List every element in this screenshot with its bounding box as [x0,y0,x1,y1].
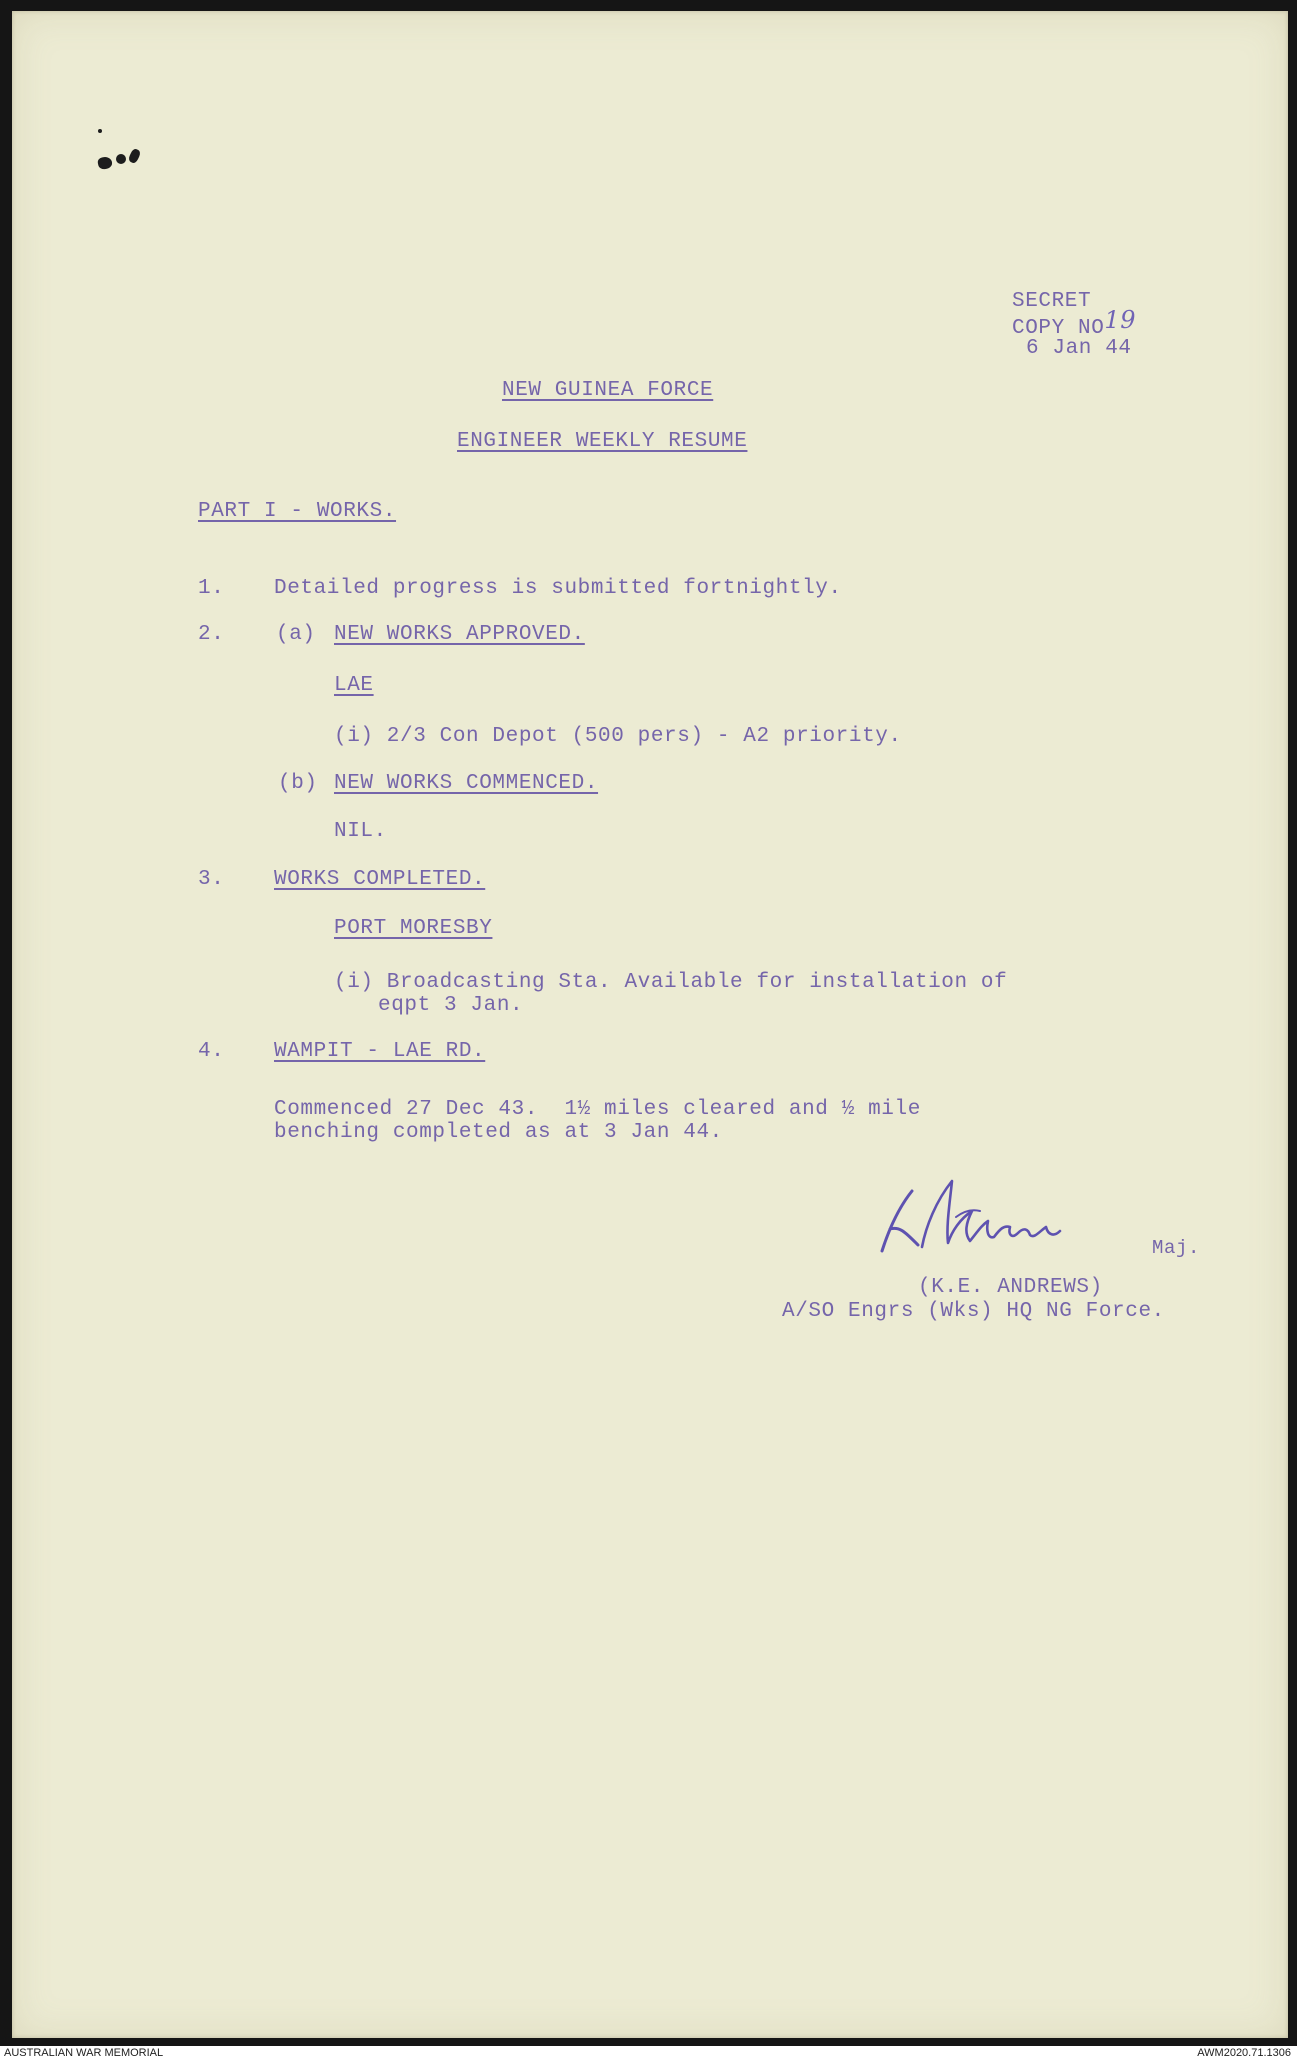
signatory-appointment: A/SO Engrs (Wks) HQ NG Force. [782,1300,1165,1323]
handwritten-signature [860,1171,1100,1261]
progress-text: Commenced 27 Dec 43. 1½ miles cleared and ½ mile [274,1098,921,1121]
classification-label: SECRET [1012,290,1092,313]
footer-credit: AUSTRALIAN WAR MEMORIAL [4,2047,164,2059]
work-entry-continued: eqpt 3 Jan. [378,994,524,1017]
document-title: NEW GUINEA FORCE [502,379,714,402]
punch-mark [116,154,126,164]
location-heading: PORT MORESBY [334,917,493,940]
subitem-label: (a) [276,623,316,646]
location-heading: LAE [334,674,374,697]
work-entry: NIL. [334,820,387,843]
part-heading: PART I - WORKS. [198,500,397,523]
item-number: 3. [198,868,225,891]
signatory-rank: Maj. [1152,1237,1201,1259]
section-heading: WAMPIT - LAE RD. [274,1040,486,1063]
work-entry: (i) Broadcasting Sta. Available for installation of [334,971,1008,994]
subitem-label: (b) [278,772,318,795]
item-text: Detailed progress is submitted fortnightly. [274,577,842,600]
section-heading: WORKS COMPLETED. [274,868,486,891]
item-number: 1. [198,577,225,600]
section-heading: NEW WORKS COMMENCED. [334,772,599,795]
punch-mark [97,156,113,171]
footer-reference: AWM2020.71.1306 [1197,2047,1291,2059]
document-date: 6 Jan 44 [1026,337,1132,360]
document-subtitle: ENGINEER WEEKLY RESUME [457,430,748,453]
signatory-name: (K.E. ANDREWS) [918,1276,1103,1299]
document-page [12,11,1288,2038]
copy-number-handwritten: 19 [1104,306,1137,334]
punch-mark [98,129,102,133]
punch-mark [127,148,141,164]
work-entry: (i) 2/3 Con Depot (500 pers) - A2 priority. [334,725,902,748]
item-number: 2. [198,623,225,646]
copy-label: COPY NO [1012,317,1105,340]
section-heading: NEW WORKS APPROVED. [334,623,585,646]
item-number: 4. [198,1040,225,1063]
progress-text-continued: benching completed as at 3 Jan 44. [274,1121,723,1144]
